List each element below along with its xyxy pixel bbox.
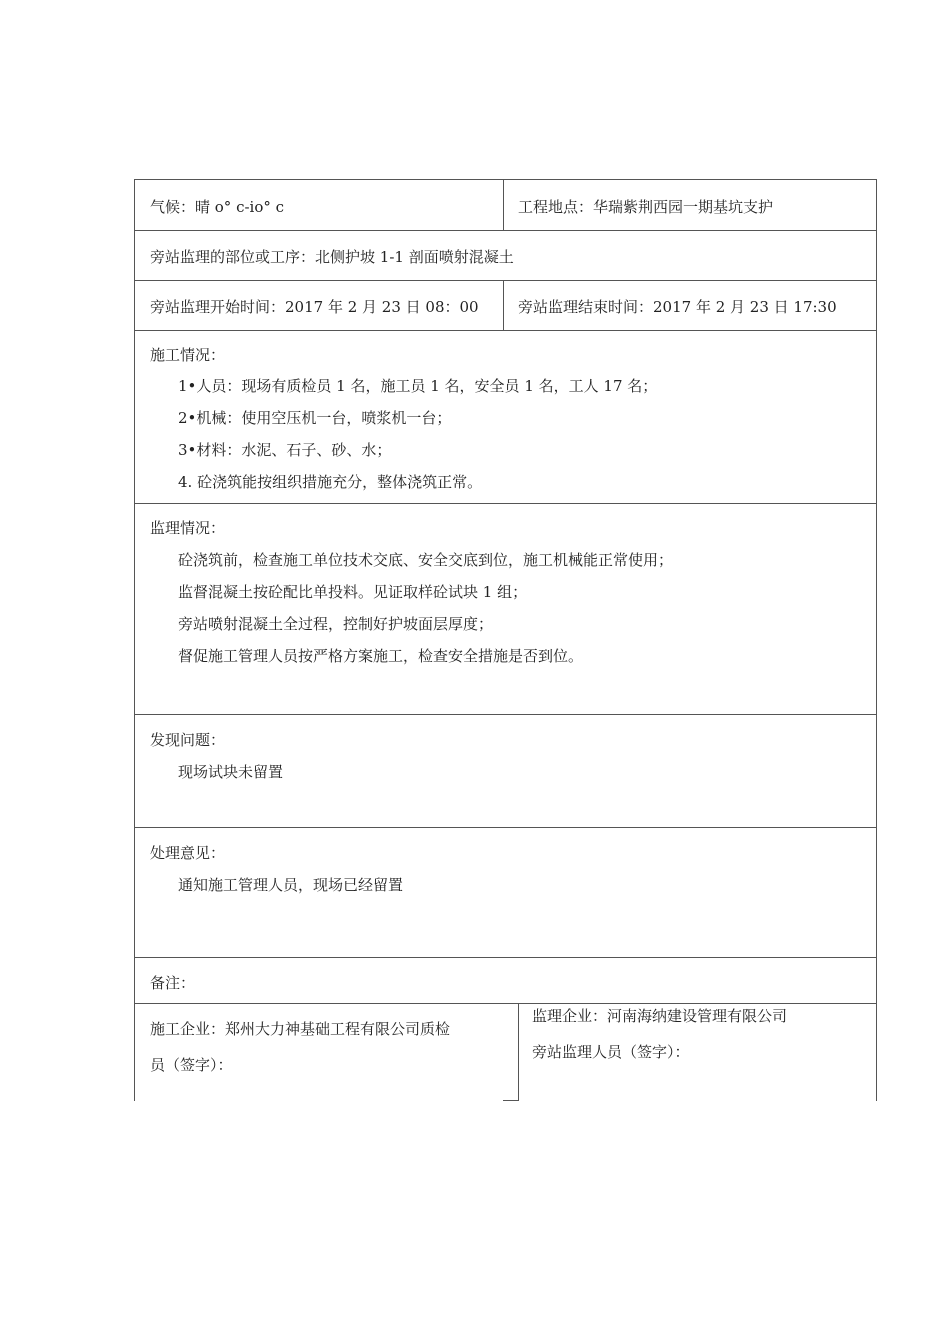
row-handling — [134, 827, 877, 957]
handling-heading: 处理意见： — [150, 844, 226, 862]
construction-line: 3•材料：水泥、石子、砂、水； — [178, 441, 392, 459]
supervisor-line1: 监理企业：河南海纳建设管理有限公司 — [532, 1007, 788, 1025]
row-remarks — [134, 957, 877, 1003]
row-part — [134, 230, 877, 280]
row-supervision — [134, 503, 877, 714]
location-cell — [504, 180, 876, 230]
start-time-text: 旁站监理开始时间：2017 年 2 月 23 日 08：00 — [150, 298, 479, 316]
supervision-heading: 监理情况： — [150, 519, 226, 537]
supervision-record-table — [134, 179, 877, 1101]
row-weather-location — [134, 179, 877, 230]
start-time-cell — [135, 281, 503, 330]
handling-line: 通知施工管理人员，现场已经留置 — [178, 876, 404, 894]
supervision-line: 旁站喷射混凝土全过程，控制好护坡面层厚度； — [178, 615, 494, 633]
construction-line: 4. 砼浇筑能按组织措施充分，整体浇筑正常。 — [178, 473, 483, 491]
problems-line: 现场试块未留置 — [178, 763, 284, 781]
end-time-cell — [504, 281, 876, 330]
construction-line: 1•人员：现场有质检员 1 名，施工员 1 名，安全员 1 名，工人 17 名； — [178, 377, 658, 395]
supervision-line: 砼浇筑前，检查施工单位技术交底、安全交底到位，施工机械能正常使用； — [178, 551, 674, 569]
supervisor-cell — [519, 1004, 876, 1101]
part-text: 旁站监理的部位或工序：北侧护坡 1-1 剖面喷射混凝土 — [150, 248, 514, 266]
location-text: 工程地点：华瑞紫荆西园一期基坑支护 — [518, 198, 774, 216]
supervision-line: 督促施工管理人员按严格方案施工，检查安全措施是否到位。 — [178, 647, 584, 665]
contractor-line2: 员（签字）： — [150, 1056, 233, 1074]
remarks-heading: 备注： — [150, 974, 196, 992]
row-times — [134, 280, 877, 330]
supervision-line: 监督混凝土按砼配比单投料。见证取样砼试块 1 组； — [178, 583, 528, 601]
end-time-text: 旁站监理结束时间：2017 年 2 月 23 日 17:30 — [518, 298, 837, 316]
supervisor-line2: 旁站监理人员（签字）： — [532, 1043, 690, 1061]
problems-heading: 发现问题： — [150, 731, 226, 749]
bottom-tick — [503, 1100, 519, 1101]
construction-heading: 施工情况： — [150, 346, 226, 364]
weather-cell — [135, 180, 503, 230]
row-problems — [134, 714, 877, 827]
contractor-line1: 施工企业：郑州大力神基础工程有限公司质检 — [150, 1020, 451, 1038]
weather-text: 气候：晴 o° c-io° c — [150, 198, 285, 216]
row-signatures — [134, 1003, 877, 1101]
contractor-cell — [135, 1004, 518, 1101]
row-construction — [134, 330, 877, 503]
construction-line: 2•机械：使用空压机一台，喷浆机一台； — [178, 409, 452, 427]
